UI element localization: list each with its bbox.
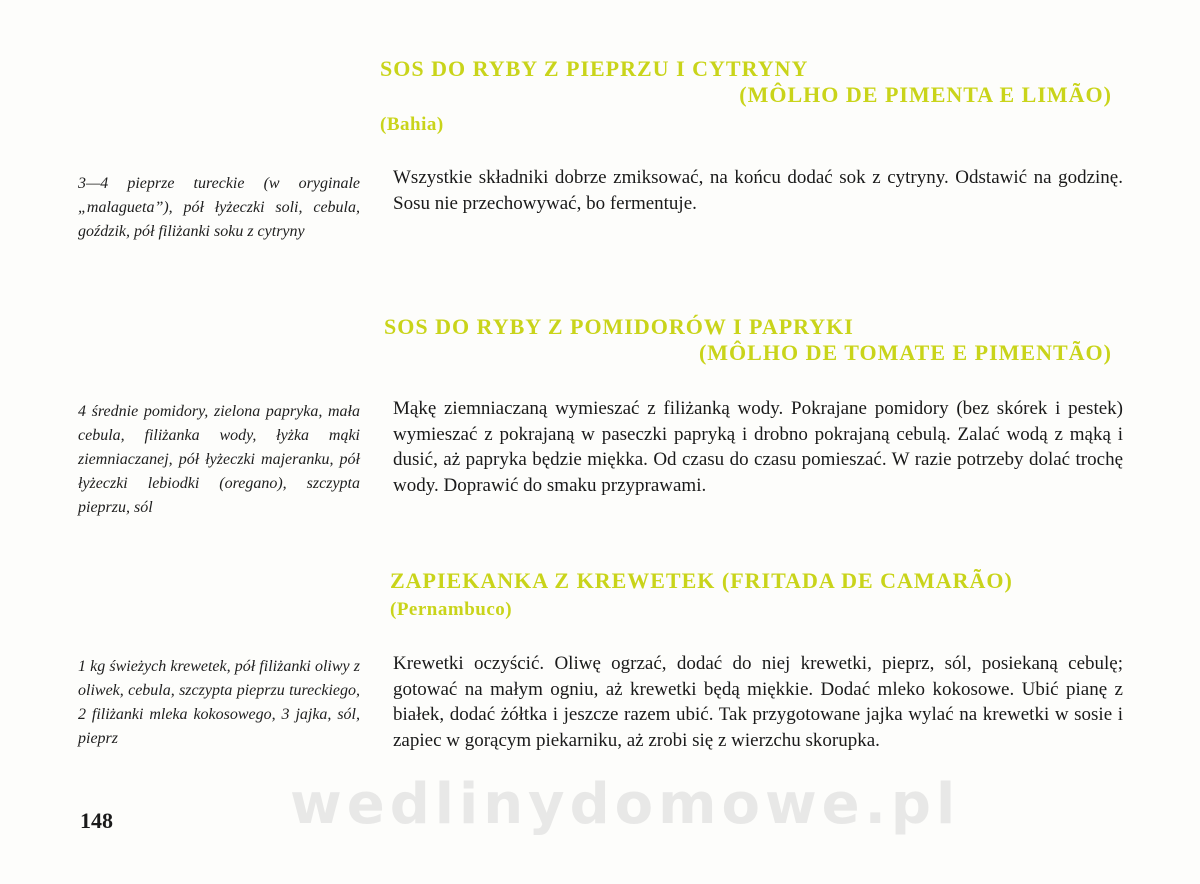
recipe-2-title-portuguese: (MÔLHO DE TOMATE E PIMENTÃO) bbox=[698, 340, 1112, 365]
recipe-1-ingredients: 3—4 pieprze tureckie (w oryginale „malagueta”), pół łyżeczki soli, cebula, goździk, pół filiżanki soku z cytryny bbox=[78, 175, 360, 240]
recipe-3-ingredients: 1 kg świeżych krewetek, pół filiżanki oliwy z oliwek, cebula, szczypta pieprzu tureckiego, 2 filiżanki mleka kokosowego, 3 jajka, sól, pieprz bbox=[78, 658, 360, 747]
recipe-1-title-portuguese: (MÔLHO DE PIMENTA E LIMÃO) bbox=[739, 82, 1112, 107]
recipe-1-title-polish: SOS DO RYBY Z PIEPRZU I CYTRYNY bbox=[380, 56, 809, 81]
recipe-3-title: ZAPIEKANKA Z KREWETEK (FRITADA DE CAMARÃO) bbox=[390, 568, 1013, 593]
recipe-3-region: (Pernambuco) bbox=[390, 599, 513, 620]
recipe-3-instructions: Krewetki oczyścić. Oliwę ogrzać, dodać do niej krewetki, pieprz, sól, posiekaną cebulę; gotować na małym ogniu, aż krewetki będą miękkie. Dodać mleko kokosowe. Ubić pianę z białek, dodać żółtka i jeszcze razem ubić. Tak przygotowane jajka wylać na krewetki w sosie i zapiec w gorącym piekarniku, aż zrobi się z wierzchu skorupka. bbox=[393, 653, 1123, 751]
recipe-2-ingredients: 4 średnie pomidory, zielona papryka, mała cebula, filiżanka wody, łyżka mąki ziemniaczanej, pół łyżeczki majeranku, pół łyżeczki lebiodki (oregano), szczypta pieprzu, sól bbox=[78, 403, 360, 516]
watermark: wedlinydomowe.pl bbox=[290, 772, 961, 837]
recipe-2-instructions: Mąkę ziemniaczaną wymieszać z filiżanką wody. Pokrajane pomidory (bez skórek i pestek) wymieszać z pokrajaną w paseczki papryką i drobno pokrajaną cebulą. Zalać wodą z mąką i dusić, aż papryka będzie miękka. Od czasu do czasu pomieszać. W razie potrzeby dolać trochę wody. Doprawić do smaku przyprawami. bbox=[393, 398, 1123, 496]
recipe-1-region: (Bahia) bbox=[380, 114, 444, 135]
page-number: 148 bbox=[80, 808, 113, 833]
recipe-1-instructions: Wszystkie składniki dobrze zmiksować, na końcu dodać sok z cytryny. Odstawić na godzinę. Sosu nie przechowywać, bo fermentuje. bbox=[393, 167, 1123, 214]
recipe-2-title-polish: SOS DO RYBY Z POMIDORÓW I PAPRYKI bbox=[384, 314, 854, 339]
